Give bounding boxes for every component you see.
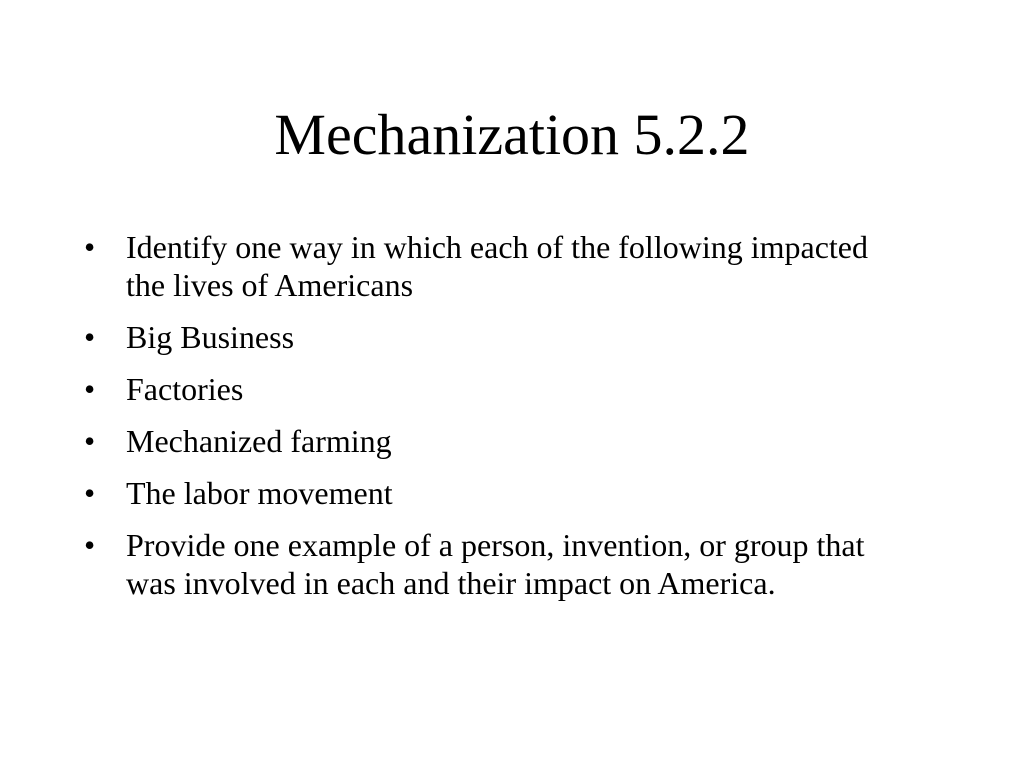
bullet-text: Provide one example of a person, invention, or group that was involved in each and their impact on America. — [126, 527, 865, 601]
bullet-item — [84, 474, 914, 512]
bullet-item — [84, 526, 914, 602]
bullet-item — [84, 228, 914, 304]
bullet-icon: • — [84, 229, 96, 265]
bullet-text: Identify one way in which each of the following impacted the lives of Americans — [126, 229, 868, 303]
bullet-icon: • — [84, 527, 96, 563]
bullet-icon: • — [84, 475, 96, 511]
slide-title: Mechanization 5.2.2 — [274, 102, 750, 167]
bullet-icon: • — [84, 319, 96, 355]
bullet-text: Factories — [126, 371, 244, 407]
bullet-icon: • — [84, 371, 96, 407]
bullet-icon: • — [84, 423, 96, 459]
bullet-text: The labor movement — [126, 475, 393, 511]
bullet-text: Mechanized farming — [126, 423, 392, 459]
bullet-item — [84, 318, 914, 356]
bullet-item — [84, 370, 914, 408]
bullet-list — [84, 228, 914, 616]
bullet-text: Big Business — [126, 319, 295, 355]
bullet-item — [84, 422, 914, 460]
